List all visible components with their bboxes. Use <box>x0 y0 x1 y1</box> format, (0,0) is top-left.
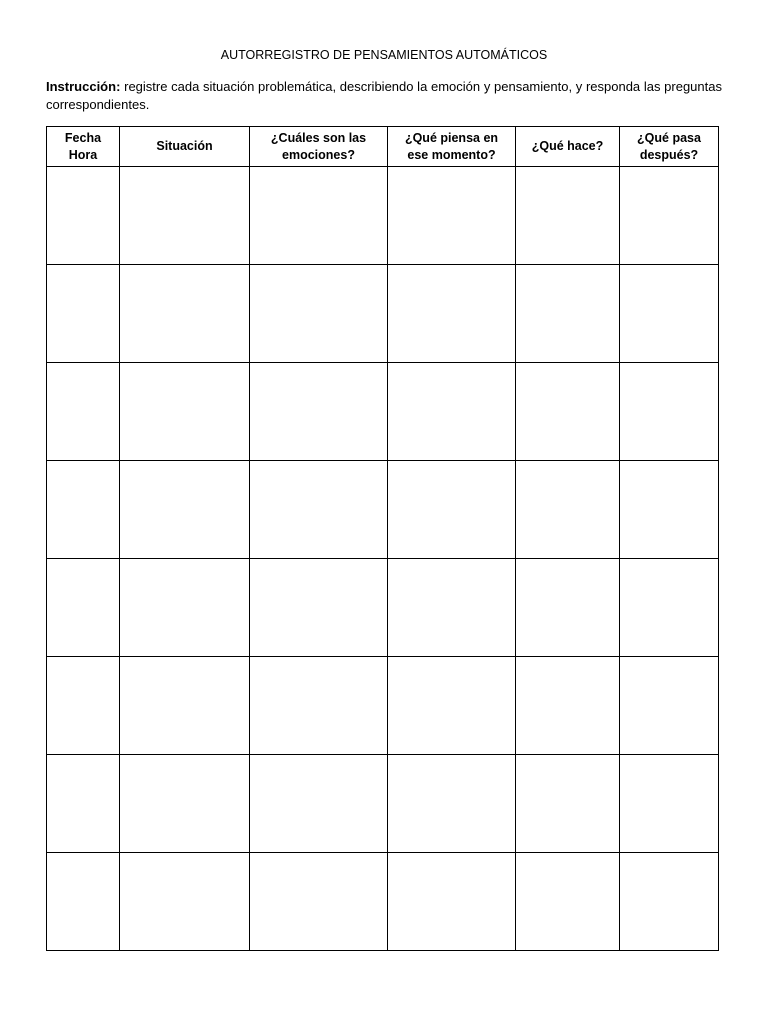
entry-cell-que-pasa-despues[interactable] <box>620 853 719 951</box>
entry-cell-fecha-hora[interactable] <box>47 657 120 755</box>
entry-cell-que-hace[interactable] <box>516 167 620 265</box>
instruction-label: Instrucción: <box>46 79 121 94</box>
entry-cell-emociones[interactable] <box>250 461 388 559</box>
column-header-fecha-hora: Fecha Hora <box>47 127 120 167</box>
entry-cell-situacion[interactable] <box>120 559 250 657</box>
table-body <box>47 167 719 951</box>
entry-cell-emociones[interactable] <box>250 559 388 657</box>
column-header-pensamiento: ¿Qué piensa en ese momento? <box>388 127 516 167</box>
entry-cell-fecha-hora[interactable] <box>47 363 120 461</box>
table-row <box>47 559 719 657</box>
instruction-paragraph <box>46 78 722 114</box>
entry-cell-fecha-hora[interactable] <box>47 559 120 657</box>
entry-cell-fecha-hora[interactable] <box>47 167 120 265</box>
entry-cell-emociones[interactable] <box>250 265 388 363</box>
entry-cell-que-hace[interactable] <box>516 265 620 363</box>
column-header-que-hace: ¿Qué hace? <box>516 127 620 167</box>
entry-cell-que-pasa-despues[interactable] <box>620 265 719 363</box>
table-row <box>47 363 719 461</box>
table-row <box>47 461 719 559</box>
entry-cell-fecha-hora[interactable] <box>47 755 120 853</box>
entry-cell-que-pasa-despues[interactable] <box>620 755 719 853</box>
entry-cell-que-pasa-despues[interactable] <box>620 461 719 559</box>
table-row <box>47 853 719 951</box>
entry-cell-fecha-hora[interactable] <box>47 461 120 559</box>
entry-cell-situacion[interactable] <box>120 167 250 265</box>
instruction-text: registre cada situación problemática, describiendo la emoción y pensamiento, y responda las preguntas correspondientes. <box>46 79 722 112</box>
entry-cell-que-pasa-despues[interactable] <box>620 657 719 755</box>
table-row <box>47 755 719 853</box>
entry-cell-fecha-hora[interactable] <box>47 265 120 363</box>
table-header-row <box>47 127 719 167</box>
entry-cell-que-pasa-despues[interactable] <box>620 167 719 265</box>
entry-cell-que-hace[interactable] <box>516 363 620 461</box>
document-title: AUTORREGISTRO DE PENSAMIENTOS AUTOMÁTICOS <box>220 48 548 62</box>
entry-cell-fecha-hora[interactable] <box>47 853 120 951</box>
column-header-situacion: Situación <box>120 127 250 167</box>
entry-cell-situacion[interactable] <box>120 461 250 559</box>
entry-cell-emociones[interactable] <box>250 755 388 853</box>
thought-record-table <box>46 126 719 951</box>
entry-cell-que-hace[interactable] <box>516 755 620 853</box>
entry-cell-pensamiento[interactable] <box>388 853 516 951</box>
entry-cell-emociones[interactable] <box>250 167 388 265</box>
entry-cell-pensamiento[interactable] <box>388 167 516 265</box>
entry-cell-pensamiento[interactable] <box>388 559 516 657</box>
entry-cell-pensamiento[interactable] <box>388 755 516 853</box>
entry-cell-emociones[interactable] <box>250 657 388 755</box>
entry-cell-emociones[interactable] <box>250 853 388 951</box>
entry-cell-que-hace[interactable] <box>516 461 620 559</box>
entry-cell-situacion[interactable] <box>120 755 250 853</box>
entry-cell-que-pasa-despues[interactable] <box>620 363 719 461</box>
entry-cell-que-hace[interactable] <box>516 853 620 951</box>
entry-cell-pensamiento[interactable] <box>388 363 516 461</box>
column-header-que-pasa-despues: ¿Qué pasa después? <box>620 127 719 167</box>
entry-cell-que-hace[interactable] <box>516 559 620 657</box>
entry-cell-pensamiento[interactable] <box>388 461 516 559</box>
entry-cell-situacion[interactable] <box>120 853 250 951</box>
entry-cell-que-hace[interactable] <box>516 657 620 755</box>
entry-cell-situacion[interactable] <box>120 657 250 755</box>
entry-cell-pensamiento[interactable] <box>388 265 516 363</box>
entry-cell-emociones[interactable] <box>250 363 388 461</box>
table-row <box>47 167 719 265</box>
column-header-emociones: ¿Cuáles son las emociones? <box>250 127 388 167</box>
table-row <box>47 265 719 363</box>
entry-cell-que-pasa-despues[interactable] <box>620 559 719 657</box>
entry-cell-situacion[interactable] <box>120 363 250 461</box>
table-row <box>47 657 719 755</box>
entry-cell-pensamiento[interactable] <box>388 657 516 755</box>
entry-cell-situacion[interactable] <box>120 265 250 363</box>
